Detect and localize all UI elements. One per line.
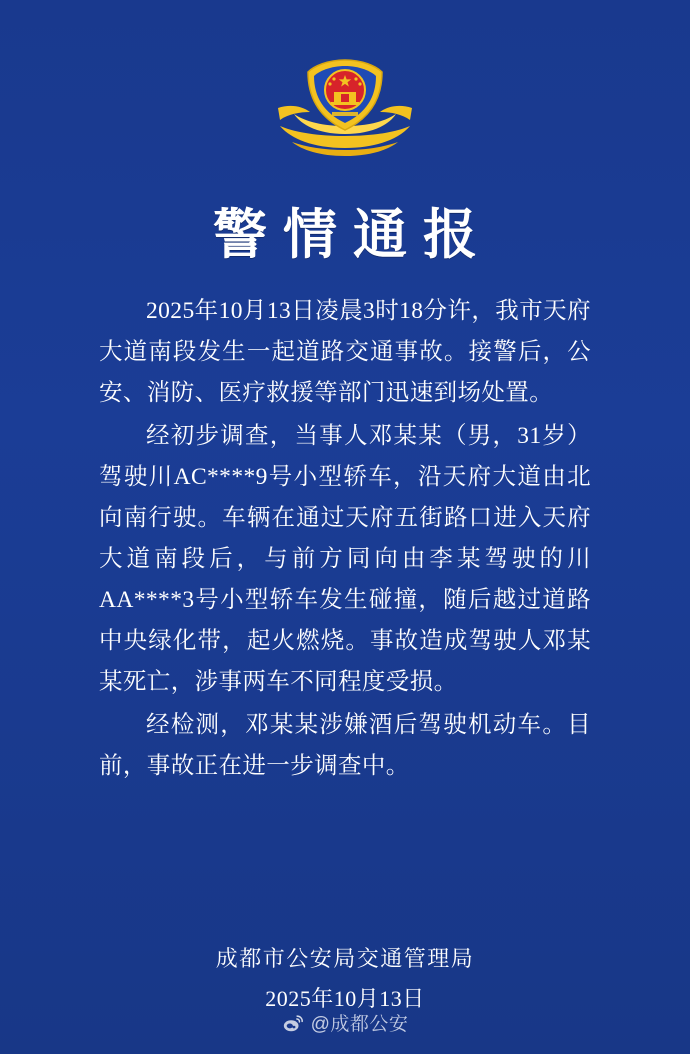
signature-date: 2025年10月13日	[265, 986, 425, 1011]
weibo-account-label: @成都公安	[310, 1014, 409, 1035]
paragraph-3: 经检测，邓某某涉嫌酒后驾驶机动车。目前，事故正在进一步调查中。	[99, 712, 591, 779]
weibo-watermark	[0, 1009, 690, 1036]
china-police-emblem	[272, 52, 418, 170]
paragraph-2: 经初步调查，当事人邓某某（男，31岁）驾驶川AC****9号小型轿车，沿天府大道由北向南行驶。车辆在通过天府五街路口进入天府大道南段后，与前方同向由李某驾驶的川AA****3号小型轿车发生碰撞，随后越过道路中央绿化带，起火燃烧。事故造成驾驶人邓某某死亡，涉事两车不同程度受损。	[99, 423, 591, 695]
weibo-icon	[282, 1012, 304, 1034]
page-title: 警情通报	[213, 205, 493, 265]
signature-block	[99, 939, 591, 1019]
signature-organization: 成都市公安局交通管理局	[215, 946, 475, 971]
notice-body	[99, 291, 591, 789]
paragraph-1: 2025年10月13日凌晨3时18分许，我市天府大道南段发生一起道路交通事故。接警后，公安、消防、医疗救援等部门迅速到场处置。	[99, 298, 591, 406]
